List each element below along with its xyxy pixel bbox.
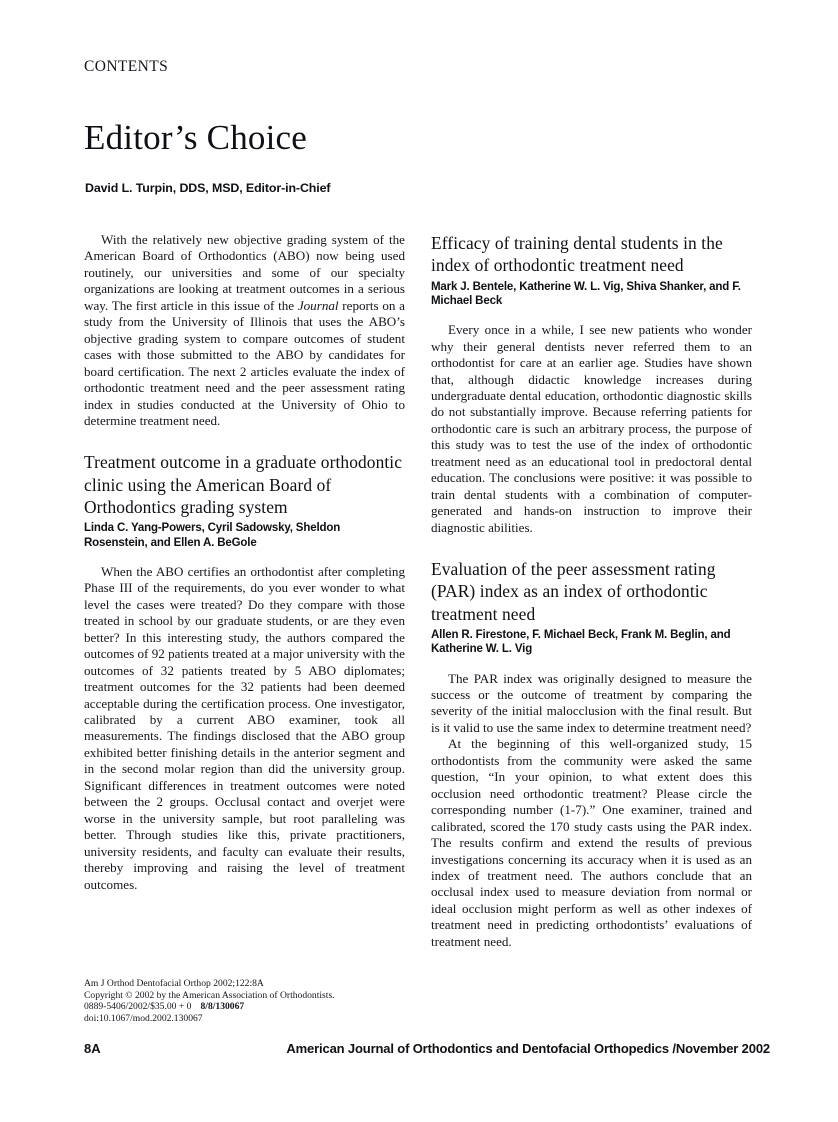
article-title: Efficacy of training dental students in the index of orthodontic treatment need bbox=[431, 233, 723, 276]
article-entry-3 bbox=[431, 558, 752, 950]
footnote-doi: doi:10.1067/mod.2002.130067 bbox=[84, 1012, 203, 1024]
contents-label: CONTENTS bbox=[84, 58, 169, 75]
footnote-citation: Am J Orthod Dentofacial Orthop 2002;122:8A bbox=[84, 978, 264, 989]
article-title: Treatment outcome in a graduate orthodontic clinic using the American Board of Orthodontics grading system bbox=[84, 452, 403, 518]
page-content bbox=[84, 0, 770, 1122]
spacer bbox=[84, 550, 405, 564]
folio-page-number: 8A bbox=[84, 1041, 101, 1056]
spacer bbox=[431, 657, 752, 671]
footnote-issn: 0889-5406/2002/$35.00 + 0 bbox=[84, 1001, 192, 1013]
article-authors: Allen R. Firestone, F. Michael Beck, Frank M. Beglin, and Katherine W. L. Vig bbox=[431, 628, 731, 656]
footnote-block bbox=[84, 978, 414, 1024]
page-footer bbox=[84, 1041, 770, 1061]
article-summary-paragraph: At the beginning of this well-organized study, 15 orthodontists from the community were asked the same question, “In your opinion, to what extent does this occlusion need orthodontic treatment? Please circle the corresponding number (1-7).” One examiner, trained and calibrated, scored the 170 study casts using the PAR index. The results confirm and extend the results of previous investigations concerning its accuracy when it is used as an index of treatment need. The authors conclude that an occlusal index used to measure deviation from normal or ideal occlusion might perform as well as other indexes of treatment need in predicting orthodontists’ evaluations of treatment need. bbox=[431, 736, 752, 949]
spacer bbox=[431, 308, 752, 322]
article-authors: Linda C. Yang-Powers, Cyril Sadowsky, Sheldon Rosenstein, and Ellen A. BeGole bbox=[84, 522, 341, 549]
footnote-issn-line bbox=[84, 1001, 414, 1013]
left-column bbox=[84, 232, 405, 893]
article-summary-paragraph: The PAR index was originally designed to measure the success or the outcome of treatment by comparing the severity of the initial malocclusion with the final result. But is it valid to use the same index to determine treatment need? bbox=[431, 670, 752, 735]
spacer bbox=[431, 536, 752, 558]
article-summary-paragraph: When the ABO certifies an orthodontist after completing Phase III of the requirements, do you ever wonder to what level the cases were treated? Do they compare with those treated in school by our graduate students, or are they even better? In this interesting study, the authors compared the outcomes of 92 patients treated at a major university with the outcomes of 32 patients treated by 5 ABO diplomates; treatment outcomes for the 32 patients had been deemed acceptable during the certification process. One investigator, calibrated by a current ABO examiner, took all measurements. The findings disclosed that the ABO group exhibited better finishing details in the anterior segment and in the second molar region than did the university group. Significant differences in treatment outcomes were noted between the 2 groups. Occlusal contact and overjet were worse in the university sample, but root paralleling was better. Through studies like this, private practitioners, university residents, and faculty can evaluate their results, thereby improving and raising the level of treatment outcomes. bbox=[84, 563, 405, 892]
journal-italic: Journal bbox=[297, 297, 339, 313]
spacer bbox=[84, 429, 405, 451]
article-entry-2 bbox=[431, 232, 752, 536]
intro-paragraph: With the relatively new objective grading system of the American Board of Orthodontics (ABO) now being used routinely, our universities and some of our specialty organizations are looking at treatment outcomes in a serious way. The first article in this issue of the Journal reports on a study from the University of Illinois that uses the ABO’s objective grading system to compare outcomes of student cases with those submitted to the ABO by candidates for board certification. The next 2 articles evaluate the index of orthodontic treatment need and the peer assessment rating index in studies conducted at the University of Ohio to determine treatment need. bbox=[84, 232, 405, 428]
page-title: Editor’s Choice bbox=[84, 118, 308, 157]
journal-running-title: American Journal of Orthodontics and Dentofacial Orthopedics /November 2002 bbox=[286, 1041, 770, 1056]
editor-byline: David L. Turpin, DDS, MSD, Editor-in-Chief bbox=[85, 181, 331, 195]
footnote-copyright: Copyright © 2002 by the American Association of Orthodontists. bbox=[84, 989, 335, 1001]
article-summary-paragraph: Every once in a while, I see new patients who wonder why their general dentists never referred them to an orthodontist for care at an earlier age. Studies have shown that, although didactic knowledge increases during undergraduate dental education, orthodontic diagnostic skills do not substantially improve. Because referring patients for orthodontic care is such an arbitrary process, the purpose of this study was to test the use of the index of orthodontic treatment need as an educational tool in predoctoral dental education. The conclusions were positive: it was possible to train dental students with a combination of computer-generated and hands-on instruction to improve their diagnostic abilities. bbox=[431, 322, 752, 535]
right-column bbox=[431, 232, 752, 950]
article-title: Evaluation of the peer assessment rating (PAR) index as an index of orthodontic treatment need bbox=[431, 559, 716, 624]
article-entry-1 bbox=[84, 451, 405, 893]
footnote-article-code: 8/8/130067 bbox=[200, 1001, 245, 1013]
article-authors: Mark J. Bentele, Katherine W. L. Vig, Shiva Shanker, and F. Michael Beck bbox=[431, 280, 741, 307]
